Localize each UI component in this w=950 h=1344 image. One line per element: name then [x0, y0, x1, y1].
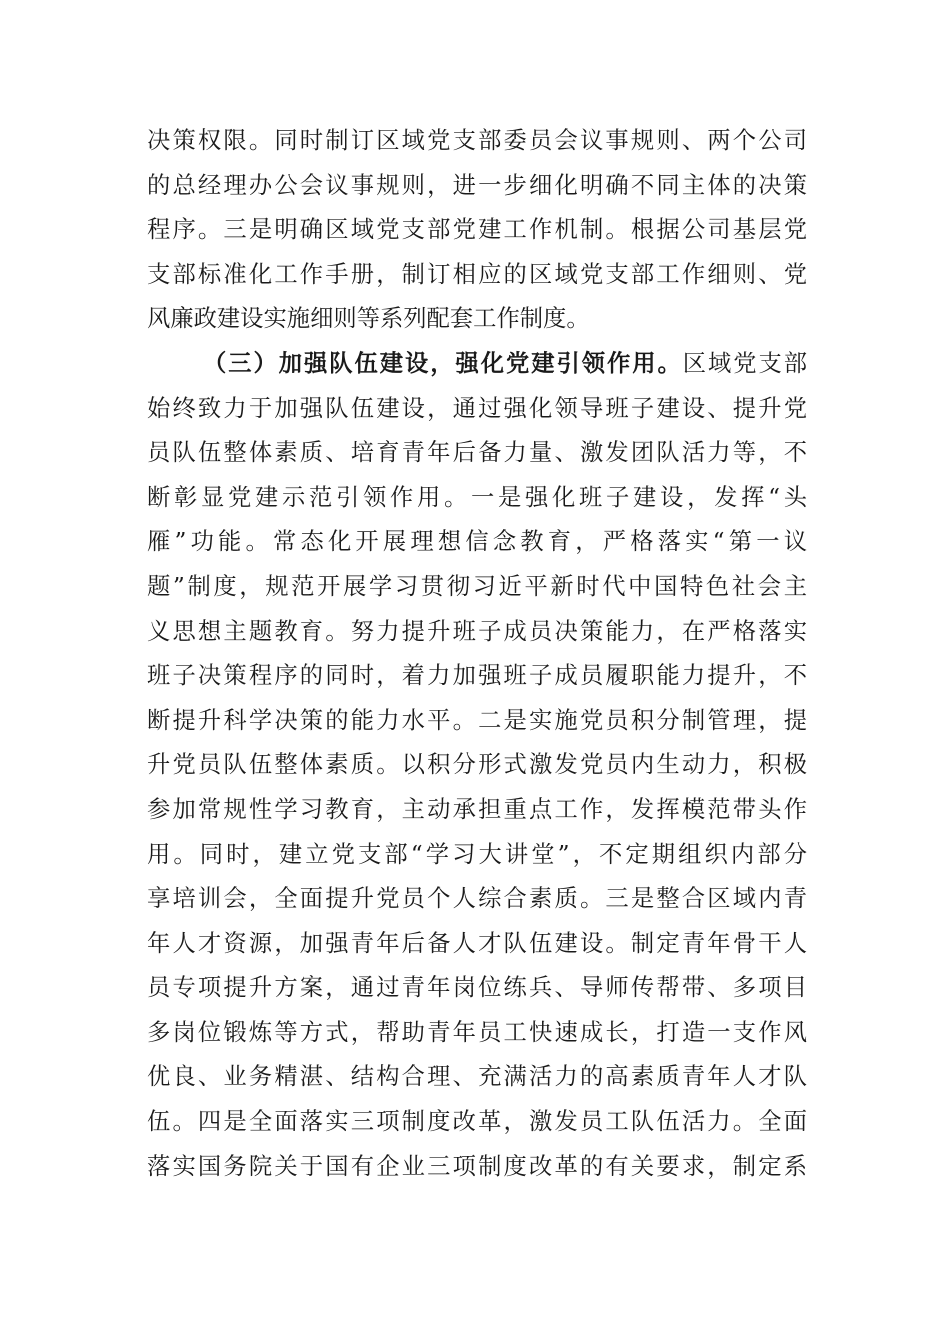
- document-body: [147, 119, 807, 1189]
- paragraph-2: [147, 342, 807, 1189]
- text-line: 落实国务院关于国有企业三项制度改革的有关要求，制定系: [147, 1152, 807, 1180]
- text-line: 风廉政建设实施细则等系列配套工作制度。: [147, 305, 590, 333]
- text-line: [147, 342, 807, 387]
- text-line: 决策权限。同时制订区域党支部委员会议事规则、两个公司: [147, 127, 807, 154]
- text-line: 班子决策程序的同时，着力加强班子成员履职能力提升，不: [147, 662, 807, 690]
- text-line: 优良、业务精湛、结构合理、充满活力的高素质青年人才队: [147, 1063, 807, 1091]
- text-line: 支部标准化工作手册，制订相应的区域党支部工作细则、党: [147, 260, 807, 288]
- text-line: 程序。三是明确区域党支部党建工作机制。根据公司基层党: [147, 216, 807, 244]
- text-line: 义思想主题教育。努力提升班子成员决策能力，在严格落实: [147, 617, 807, 645]
- section-heading: （三）加强队伍建设，强化党建引领作用。: [203, 349, 683, 377]
- text-line: 伍。四是全面落实三项制度改革，激发员工队伍活力。全面: [147, 1108, 807, 1136]
- text-line: 多岗位锻炼等方式，帮助青年员工快速成长，打造一支作风: [147, 1018, 807, 1046]
- text-line: 员专项提升方案，通过青年岗位练兵、导师传帮带、多项目: [147, 974, 807, 1002]
- text-line: 题”制度，规范开展学习贯彻习近平新时代中国特色社会主: [147, 572, 807, 600]
- text-line: 断提升科学决策的能力水平。二是实施党员积分制管理，提: [147, 706, 807, 734]
- text-line: 雁”功能。常态化开展理想信念教育，严格落实“第一议: [147, 528, 807, 556]
- text-line: 始终致力于加强队伍建设，通过强化领导班子建设、提升党: [147, 394, 807, 422]
- paragraph-1: [147, 119, 807, 342]
- text-line: 享培训会，全面提升党员个人综合素质。三是整合区域内青: [147, 885, 807, 913]
- text-line: 年人才资源，加强青年后备人才队伍建设。制定青年骨干人: [147, 929, 807, 957]
- text-line: 的总经理办公会议事规则，进一步细化明确不同主体的决策: [147, 171, 807, 199]
- text-line: 员队伍整体素质、培育青年后备力量、激发团队活力等，不: [147, 439, 807, 467]
- text-line: 升党员队伍整体素质。以积分形式激发党员内生动力，积极: [147, 751, 807, 779]
- text-line: 参加常规性学习教育，主动承担重点工作，发挥模范带头作: [147, 795, 807, 823]
- text-line: 断彰显党建示范引领作用。一是强化班子建设，发挥“头: [147, 483, 807, 511]
- heading-line-rest: 区域党支部: [682, 349, 808, 377]
- text-line: 用。同时，建立党支部“学习大讲堂”，不定期组织内部分: [147, 840, 807, 868]
